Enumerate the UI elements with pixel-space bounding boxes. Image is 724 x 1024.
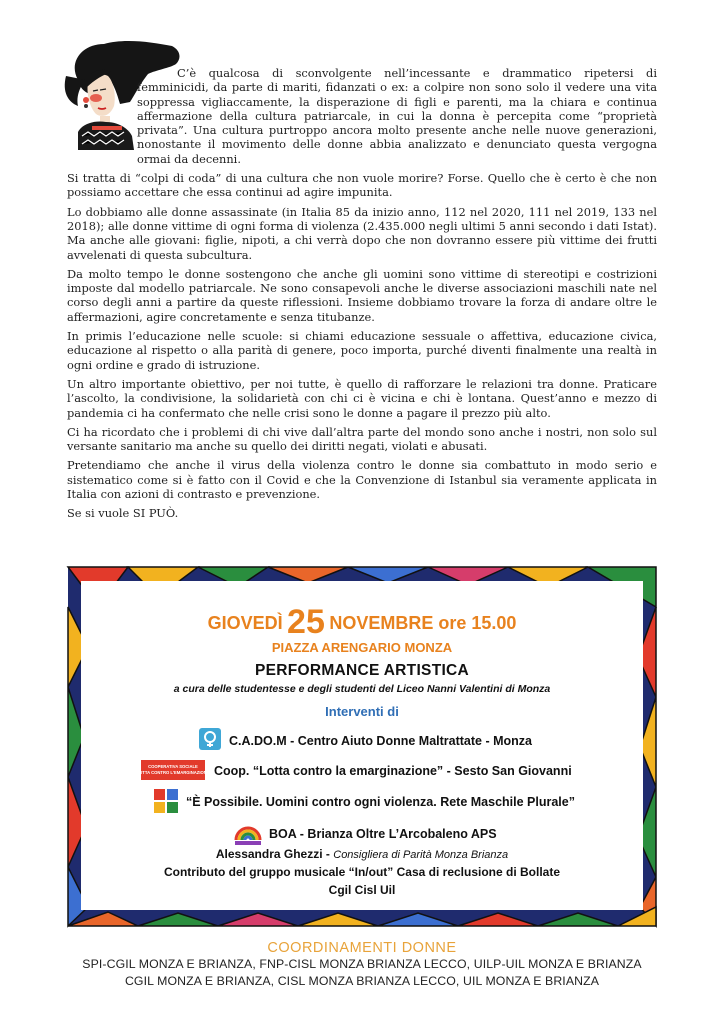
unions-line: Cgil Cisl Uil [328, 883, 396, 897]
footer-line-1: SPI-CGIL MONZA E BRIANZA, FNP-CISL MONZA BRIANZA LECCO, UILP-UIL MONZA E BRIANZA [82, 957, 642, 971]
event-flyer [68, 567, 656, 926]
intervention-boa: BOA - Brianza Oltre L’Arcobaleno APS [269, 827, 497, 841]
footer-line-2: CGIL MONZA E BRIANZA, CISL MONZA BRIANZA LECCO, UIL MONZA E BRIANZA [124, 974, 600, 988]
speaker-line [81, 847, 643, 861]
article-paragraph-8: Pretendiamo che anche il virus della violenza contro le donne sia combattuto in modo serio e sistematico come si è fatto con il Covid e che la Convenzione di Istanbul sia veramente applicata in Italia con azioni di contrasto e prevenzione. [67, 458, 657, 502]
flyer-panel [81, 581, 643, 910]
event-day: 25 [287, 603, 325, 641]
article-paragraph-5: In primis l’educazione nelle scuole: si chiami educazione sessuale o affettiva, educazione civica, educazione al rispetto o alla parità di genere, poco importa, purché diventi finalmente una realtà in ogni ordine e grado di istruzione. [67, 329, 657, 372]
intervention-row-possibile [81, 788, 643, 816]
article-paragraph-7: Ci ha ricordato che i problemi di chi vive dall’altra parte del mondo sono anche i nostri, non solo sul versante sanitario ma anche su quello dei diritti negati, violati e abusati. [67, 424, 657, 454]
svg-text:COOPERATIVA SOCIALE: COOPERATIVA SOCIALE [148, 764, 198, 769]
music-contribution: Contributo del gruppo musicale “In/out” Casa di reclusione di Bollate [163, 865, 561, 879]
intervention-cadom: C.A.DO.M - Centro Aiuto Donne Maltrattate - Monza [229, 734, 532, 748]
speaker-name: Alessandra Ghezzi - [215, 847, 330, 861]
event-month-time: NOVEMBRE ore 15.00 [329, 613, 517, 633]
event-weekday: GIOVEDÌ [207, 613, 283, 633]
intervention-row-coop [81, 760, 643, 784]
event-title: PERFORMANCE ARTISTICA [254, 662, 470, 679]
footer [40, 940, 684, 990]
svg-text:LOTTA CONTRO L'EMARGINAZIONE: LOTTA CONTRO L'EMARGINAZIONE [136, 770, 210, 775]
article-paragraph-3: Lo dobbiamo alle donne assassinate (in Italia 85 da inizio anno, 112 nel 2020, 111 nel 2019, 133 nel 2018); alle donne vittime di ogni forma di violenza (2.435.000 negli ultimi 5 anni secondo i dati Istat). Ma anche alle giovani: figlie, nipoti, a chi verrà dopo che non dovranno essere più vittime dei frutti avvelenati di questa subcultura. [67, 204, 657, 262]
article-paragraph-6: Un altro importante obiettivo, per noi tutte, è quello di rafforzare le relazioni tra donne. Praticare l’ascolto, la condivisione, la solidarietà con chi ci è vicina e chi è lontana. Quest’anno e mezzo di pandemia ci ha confermato che nelle crisi sono le donne a pagare il prezzo più alto. [67, 376, 657, 420]
intervention-coop: Coop. “Lotta contro la emarginazione” - Sesto San Giovanni [214, 764, 572, 778]
event-date [81, 603, 643, 642]
intervention-row-boa [81, 820, 643, 846]
event-subtitle: a cura delle studentesse e degli studenti del Liceo Nanni Valentini di Monza [173, 683, 551, 695]
article-paragraph-4: Da molto tempo le donne sostengono che anche gli uomini sono vittime di stereotipi e costrizioni imposte dal modello patriarcale. Ne sono consapevoli anche le diverse associazioni maschili nate nel corso degli anni a partire da queste riflessioni. Insieme dobbiamo trovare la forza di andare oltre le affermazioni, agire concretamente e senza titubanze. [67, 266, 657, 324]
article-text [67, 66, 657, 526]
coop-logo [136, 760, 210, 783]
intervention-possibile: “È Possibile. Uomini contro ogni violenza. Rete Maschile Plurale” [186, 795, 575, 809]
intervention-row-cadom [81, 728, 643, 754]
boa-rainbow-logo-icon [233, 820, 263, 849]
footer-heading: COORDINAMENTI DONNE [267, 940, 457, 956]
article-paragraph-9: Se si vuole SI PUÒ. [67, 506, 179, 521]
speaker-role: Consigliera di Parità Monza Brianza [333, 849, 509, 861]
cadom-logo-icon [199, 728, 221, 753]
event-place: PIAZZA ARENGARIO MONZA [271, 640, 453, 655]
possibile-logo-icon [153, 788, 179, 817]
article-paragraph-1: C’è qualcosa di sconvolgente nell’incessante e drammatico ripetersi di femminicidi, da parte di mariti, fidanzati o ex: a colpire non sono solo il vedere una vita soppressa vigliaccamente, la disperazione di figli e parenti, ma la chiara e continua affermazione della cultura patriarcale, in cui la donna è percepita come “proprietà privata”. Una cultura purtroppo ancora molto presente anche nelle nuove generazioni, nonostante il movimento delle donne abbia analizzato e denunciato questa vergogna ormai da decenni. [137, 66, 657, 166]
interventions-heading: Interventi di [325, 704, 399, 719]
article-paragraph-2: Si tratta di “colpi di coda” di una cultura che non vuole morire? Forse. Quello che è certo è che non possiamo accettare che essa continui ad agire impunita. [67, 171, 657, 200]
